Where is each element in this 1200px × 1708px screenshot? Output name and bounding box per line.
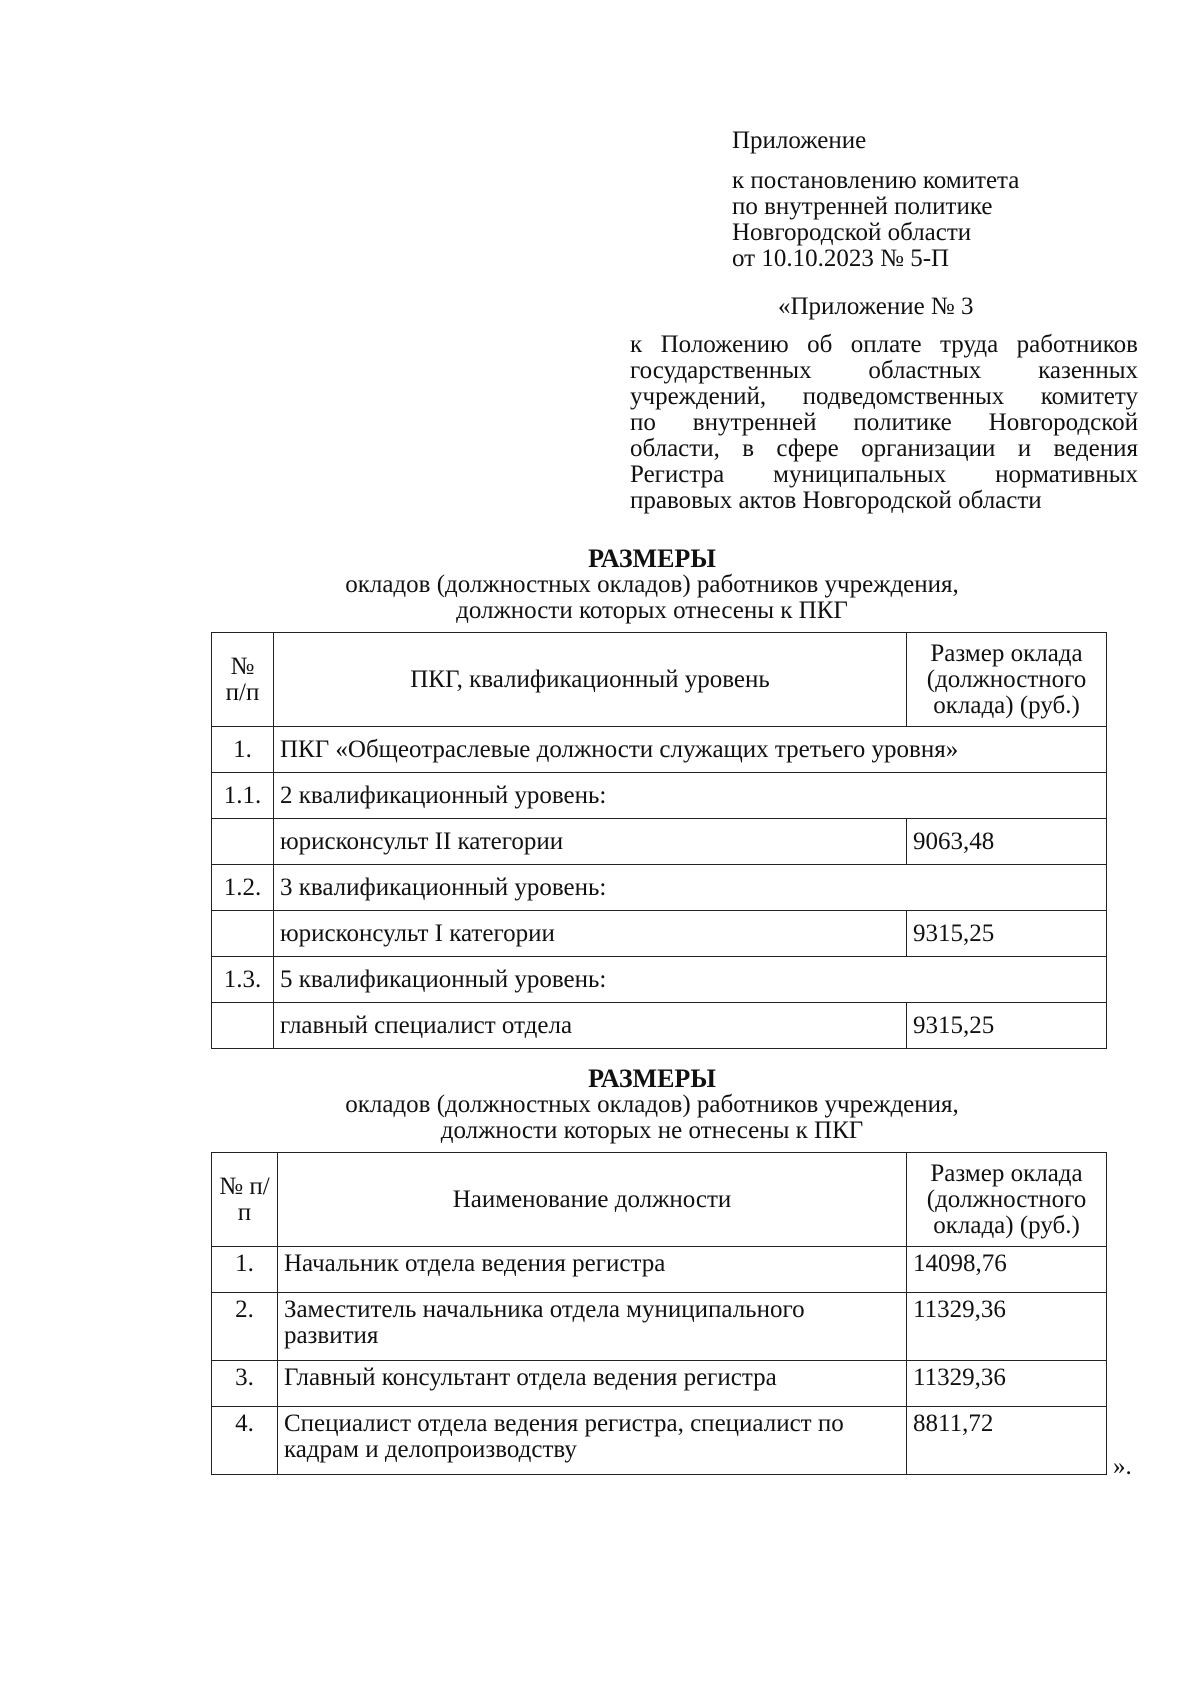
header-block <box>732 128 1019 272</box>
appendix-line: к Положению об оплате труда работников <box>630 331 1138 358</box>
appendix-line: Регистра муниципальных нормативных <box>630 461 1138 488</box>
table-row <box>212 1361 1107 1407</box>
appendix-line: государственных областных казенных <box>630 357 1138 384</box>
section2-subtitle: окладов (должностных окладов) работников учреждения, <box>345 1091 959 1118</box>
appendix-line: правовых актов Новгородской области <box>630 487 1042 514</box>
header-line: Новгородской области <box>732 219 972 246</box>
row-num: 4. <box>212 1407 278 1475</box>
row-num <box>212 911 274 957</box>
appendix-title: «Приложение № 3 <box>778 293 974 320</box>
section1-subtitle: должности которых отнесены к ПКГ <box>456 597 848 624</box>
table-row <box>212 1003 1107 1049</box>
row-name: юрисконсульт I категории <box>273 911 906 957</box>
table-row <box>212 727 1107 773</box>
row-name: юрисконсульт II категории <box>273 819 906 865</box>
table-header-row <box>212 1153 1107 1247</box>
appendix-line: области, в сфере организации и ведения <box>630 435 1138 462</box>
section1-subtitle: окладов (должностных окладов) работников учреждения, <box>345 571 959 598</box>
header-num: № п/п <box>212 633 274 727</box>
header-salary: Размер оклада (должностного оклада) (руб.) <box>907 633 1107 727</box>
row-salary: 11329,36 <box>907 1361 1107 1407</box>
table-row <box>212 819 1107 865</box>
row-name: ПКГ «Общеотраслевые должности служащих третьего уровня» <box>273 727 1106 773</box>
header-name: ПКГ, квалификационный уровень <box>273 633 906 727</box>
table-non-pkg <box>211 1152 1107 1475</box>
row-salary: 11329,36 <box>907 1293 1107 1361</box>
row-name: Специалист отдела ведения регистра, специалист по кадрам и делопроизводству <box>277 1407 906 1475</box>
row-num: 3. <box>212 1361 278 1407</box>
row-salary: 14098,76 <box>907 1247 1107 1293</box>
appendix-line: учреждений, подведомственных комитету <box>630 383 1138 410</box>
appendix-line: по внутренней политике Новгородской <box>630 409 1138 436</box>
section2-title: РАЗМЕРЫ <box>588 1064 716 1093</box>
section2-subtitle: должности которых не отнесены к ПКГ <box>440 1117 864 1144</box>
section1-heading <box>212 546 1092 624</box>
header-line: от 10.10.2023 № 5-П <box>732 245 950 272</box>
row-salary: 8811,72 <box>907 1407 1107 1475</box>
table-row <box>212 1247 1107 1293</box>
appendix-block <box>630 332 1138 514</box>
table-row <box>212 911 1107 957</box>
row-num: 1.2. <box>212 865 274 911</box>
row-num: 1.3. <box>212 957 274 1003</box>
table-row <box>212 1293 1107 1361</box>
row-num: 1.1. <box>212 773 274 819</box>
row-name: 3 квалификационный уровень: <box>273 865 1106 911</box>
table-row <box>212 1407 1107 1475</box>
table-pkg <box>211 632 1107 1049</box>
table-row <box>212 773 1107 819</box>
row-name: главный специалист отдела <box>273 1003 906 1049</box>
header-salary: Размер оклада (должностного оклада) (руб.) <box>907 1153 1107 1247</box>
header-line: по внутренней политике <box>732 193 993 220</box>
table-header-row <box>212 633 1107 727</box>
row-num <box>212 819 274 865</box>
table-row <box>212 865 1107 911</box>
table-row <box>212 957 1107 1003</box>
row-num: 1. <box>212 727 274 773</box>
prilozhenie-label: Приложение <box>732 127 867 154</box>
closing-quote: ». <box>1113 1453 1132 1480</box>
header-name: Наименование должности <box>277 1153 906 1247</box>
row-num: 2. <box>212 1293 278 1361</box>
row-salary: 9063,48 <box>907 819 1107 865</box>
row-name: 5 квалификационный уровень: <box>273 957 1106 1003</box>
row-name: Главный консультант отдела ведения регистра <box>277 1361 906 1407</box>
row-name: 2 квалификационный уровень: <box>273 773 1106 819</box>
row-salary: 9315,25 <box>907 911 1107 957</box>
row-num <box>212 1003 274 1049</box>
row-name: Начальник отдела ведения регистра <box>277 1247 906 1293</box>
row-name: Заместитель начальника отдела муниципального развития <box>277 1293 906 1361</box>
row-salary: 9315,25 <box>907 1003 1107 1049</box>
section1-title: РАЗМЕРЫ <box>588 544 716 573</box>
section2-heading <box>212 1066 1092 1144</box>
header-line: к постановлению комитета <box>732 167 1020 194</box>
row-num: 1. <box>212 1247 278 1293</box>
header-num: № п/п <box>212 1153 278 1247</box>
